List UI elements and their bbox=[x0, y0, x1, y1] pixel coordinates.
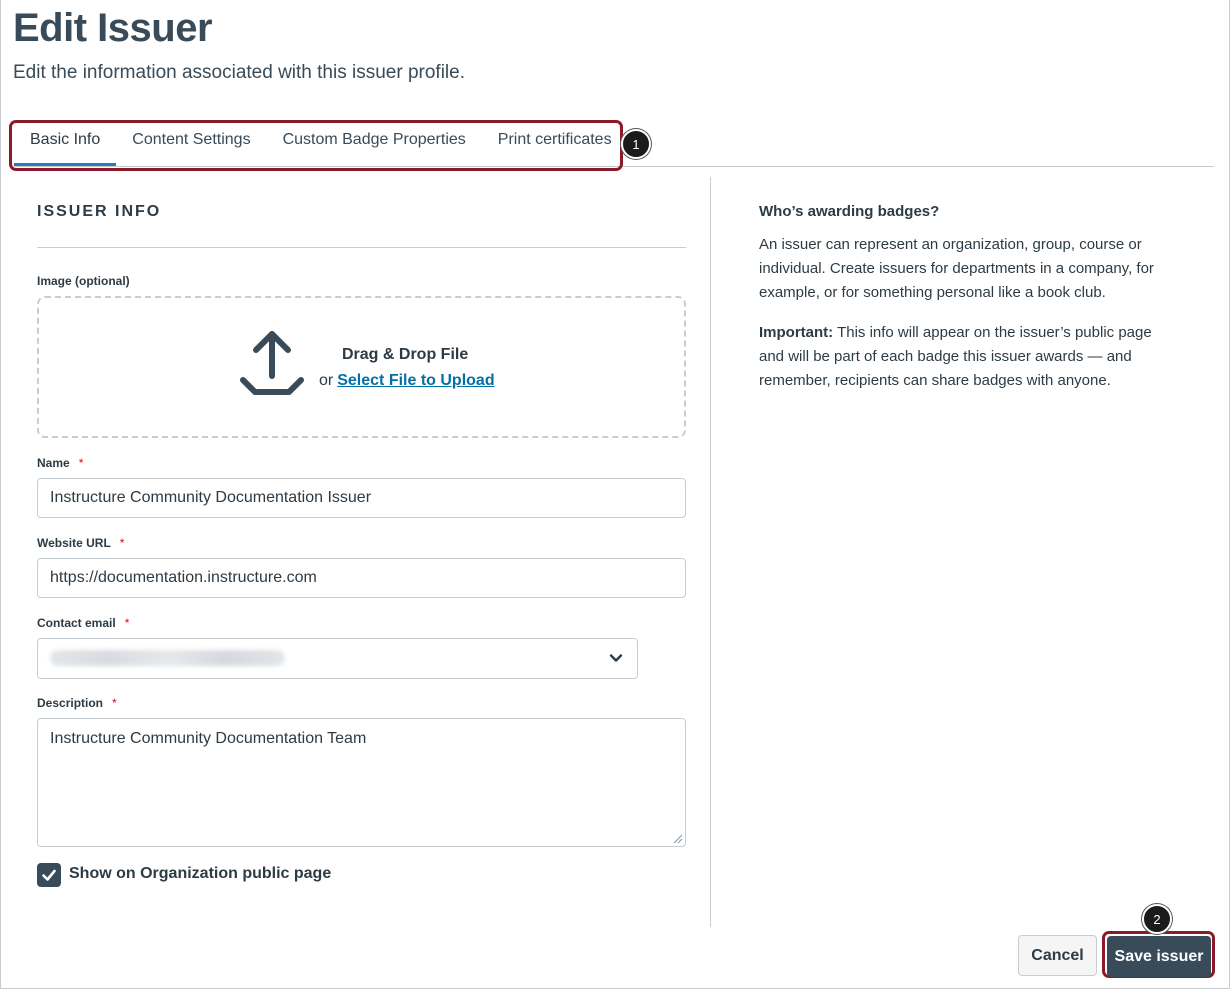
aside-paragraph-2: Important: This info will appear on the issuer’s public page and will be part of each badge this issuer awards — and remember, recipients can share badges with anyone. bbox=[759, 324, 1152, 389]
tab-custom-badge-properties[interactable]: Custom Badge Properties bbox=[282, 131, 466, 148]
description-label: Description * bbox=[37, 696, 117, 710]
checkmark-icon bbox=[41, 867, 57, 883]
required-marker: * bbox=[112, 696, 117, 710]
tab-content-settings[interactable]: Content Settings bbox=[132, 131, 251, 148]
name-label: Name * bbox=[37, 456, 84, 470]
show-public-checkbox[interactable] bbox=[37, 863, 61, 887]
chevron-down-icon bbox=[609, 651, 623, 665]
image-label: Image (optional) bbox=[37, 274, 130, 288]
drop-title: Drag & Drop File bbox=[342, 346, 469, 363]
show-public-label[interactable]: Show on Organization public page bbox=[69, 865, 332, 882]
column-divider bbox=[710, 177, 711, 927]
contact-email-label: Contact email * bbox=[37, 616, 130, 630]
upload-icon bbox=[239, 330, 305, 398]
website-input[interactable]: https://documentation.instructure.com bbox=[37, 558, 686, 598]
contact-email-select[interactable] bbox=[37, 638, 638, 679]
callout-badge-2: 2 bbox=[1142, 904, 1172, 934]
tab-basic-info[interactable]: Basic Info bbox=[14, 122, 116, 166]
name-input[interactable]: Instructure Community Documentation Issuer bbox=[37, 478, 686, 518]
aside-title: Who’s awarding badges? bbox=[759, 203, 940, 220]
cancel-button[interactable]: Cancel bbox=[1018, 935, 1097, 976]
description-textarea[interactable] bbox=[37, 718, 686, 847]
required-marker: * bbox=[78, 456, 84, 470]
tabs-highlight-box bbox=[9, 120, 623, 171]
save-issuer-button[interactable]: Save issuer bbox=[1107, 936, 1211, 977]
page-title: Edit Issuer bbox=[13, 6, 213, 50]
section-divider bbox=[37, 247, 686, 248]
callout-badge-1: 1 bbox=[621, 129, 651, 159]
select-file-link[interactable]: Select File to Upload bbox=[337, 372, 495, 389]
drop-or-text: or Select File to Upload bbox=[319, 372, 495, 389]
required-marker: * bbox=[124, 616, 130, 630]
website-label: Website URL * bbox=[37, 536, 125, 550]
tab-print-certificates[interactable]: Print certificates bbox=[497, 131, 612, 148]
page-subtitle: Edit the information associated with this issuer profile. bbox=[13, 62, 465, 83]
required-marker: * bbox=[119, 536, 125, 550]
file-dropzone[interactable] bbox=[37, 296, 686, 438]
redacted-email bbox=[50, 650, 285, 666]
section-heading: ISSUER INFO bbox=[37, 203, 162, 220]
aside-paragraph-1: An issuer can represent an organization, group, course or individual. Create issuers for departments in a company, for example, or for something personal like a book club. bbox=[759, 236, 1154, 301]
resize-handle-icon[interactable] bbox=[673, 834, 683, 844]
description-text: Instructure Community Documentation Team bbox=[50, 730, 367, 747]
